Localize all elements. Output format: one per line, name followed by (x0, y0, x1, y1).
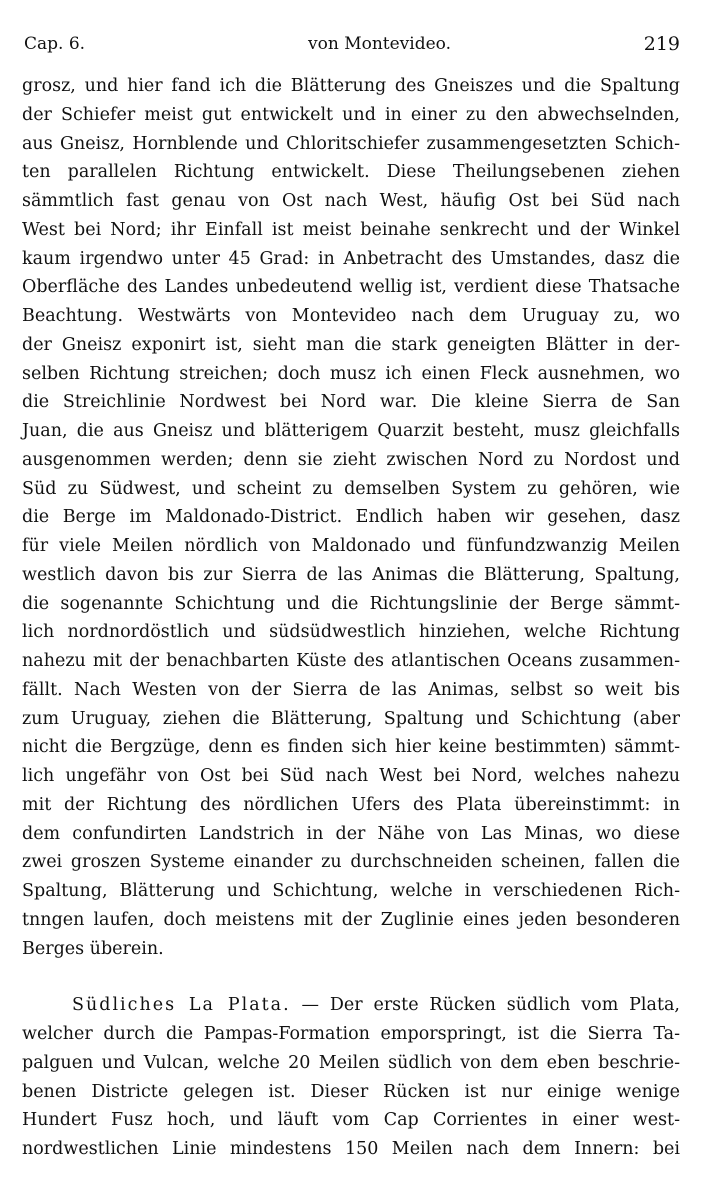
text-line: nicht die Bergzüge, denn es finden sich hier keine bestimmten) sämmt- (22, 737, 680, 758)
text-line: aus Gneisz, Hornblende und Chloritschiefer zusammengesetzten Schich- (22, 133, 680, 154)
text-line: nahezu mit der benachbarten Küste des atlantischen Oceans zusammen- (22, 651, 680, 671)
text-line (22, 991, 680, 1020)
text-line: der Gneisz exponirt ist, sieht man die stark geneigten Blätter in der- (22, 334, 680, 355)
text-line: Beachtung. Westwärts von Montevideo nach dem Uruguay zu, wo (22, 306, 680, 326)
text-line: für viele Meilen nördlich von Maldonado und fünfundzwanzig Meilen (22, 536, 680, 556)
text-line: zum Uruguay, ziehen die Blätterung, Spaltung und Schichtung (aber (22, 708, 680, 729)
text-line: der Schiefer meist gut entwickelt und in einer zu den abwechselnden, (22, 104, 680, 125)
text-line: die Berge im Maldonado-District. Endlich haben wir gesehen, dasz (22, 507, 680, 528)
text-line: sämmtlich fast genau von Ost nach West, häufig Ost bei Süd nach (22, 191, 680, 211)
text-line: kaum irgendwo unter 45 Grad: in Anbetracht des Umstandes, dasz die (22, 248, 680, 269)
text-line: dem confundirten Landstrich in der Nähe von Las Minas, wo diese (22, 823, 680, 844)
text-line: mit der Richtung des nördlichen Ufers des Plata übereinstimmt: in (22, 794, 680, 815)
text-line: Süd zu Südwest, und scheint zu demselben System zu gehören, wie (22, 478, 680, 499)
text-line: selben Richtung streichen; doch musz ich einen Fleck ausnehmen, wo (22, 363, 680, 384)
text-line: grosz, und hier fand ich die Blätterung des Gneiszes und die Spaltung (22, 76, 680, 96)
text-line: palguen und Vulcan, welche 20 Meilen südlich von dem eben beschrie- (22, 1052, 680, 1073)
text-line: die Streichlinie Nordwest bei Nord war. Die kleine Sierra de San (22, 392, 680, 413)
paragraph-1 (22, 72, 680, 963)
running-header (22, 30, 680, 58)
text-line: westlich davon bis zur Sierra de las Animas die Blätterung, Spaltung, (22, 564, 680, 585)
paragraph-2 (22, 991, 680, 1164)
text-line: lich ungefähr von Ost bei Süd nach West bei Nord, welches nahezu (22, 766, 680, 786)
text-line: zwei groszen Systeme einander zu durchschneiden scheinen, fallen die (22, 852, 680, 873)
running-title: von Montevideo. (308, 34, 451, 54)
text-line: Berges überein. (22, 938, 164, 959)
text-line: tnngen laufen, doch meistens mit der Zuglinie eines jeden besonderen (22, 909, 680, 930)
text-line: Juan, die aus Gneisz und blätterigem Quarzit besteht, musz gleichfalls (22, 421, 680, 441)
text-line: ausgenommen werden; denn sie zieht zwischen Nord zu Nordost und (22, 449, 680, 470)
text-line: lich nordnordöstlich und südsüdwestlich hinziehen, welche Richtung (22, 622, 680, 643)
text-line: Hundert Fusz hoch, und läuft vom Cap Corrientes in einer west- (22, 1110, 680, 1131)
heading-continuation: — Der erste Rücken südlich vom Plata, (290, 995, 680, 1016)
paragraph-gap (22, 963, 680, 991)
text-line: Spaltung, Blätterung und Schichtung, welche in verschiedenen Rich- (22, 881, 680, 901)
text-line: Oberfläche des Landes unbedeutend wellig ist, verdient diese Thatsache (22, 277, 680, 298)
text-line: die sogenannte Schichtung und die Richtungslinie der Berge sämmt- (22, 593, 680, 614)
text-line: ten parallelen Richtung entwickelt. Diese Theilungsebenen ziehen (22, 162, 680, 183)
chapter-label: Cap. 6. (24, 34, 86, 54)
text-line: fällt. Nach Westen von der Sierra de las Animas, selbst so weit bis (22, 679, 680, 700)
text-line: welcher durch die Pampas-Formation emporspringt, ist die Sierra Ta- (22, 1024, 680, 1044)
text-line: nordwestlichen Linie mindestens 150 Meilen nach dem Innern: bei (22, 1139, 680, 1159)
text-line: benen Districte gelegen ist. Dieser Rücken ist nur einige wenige (22, 1081, 680, 1102)
section-heading: Südliches La Plata. (72, 995, 291, 1016)
body-text (22, 72, 680, 1164)
text-line: West bei Nord; ihr Einfall ist meist beinahe senkrecht und der Winkel (22, 219, 680, 240)
page-number: 219 (643, 33, 680, 55)
